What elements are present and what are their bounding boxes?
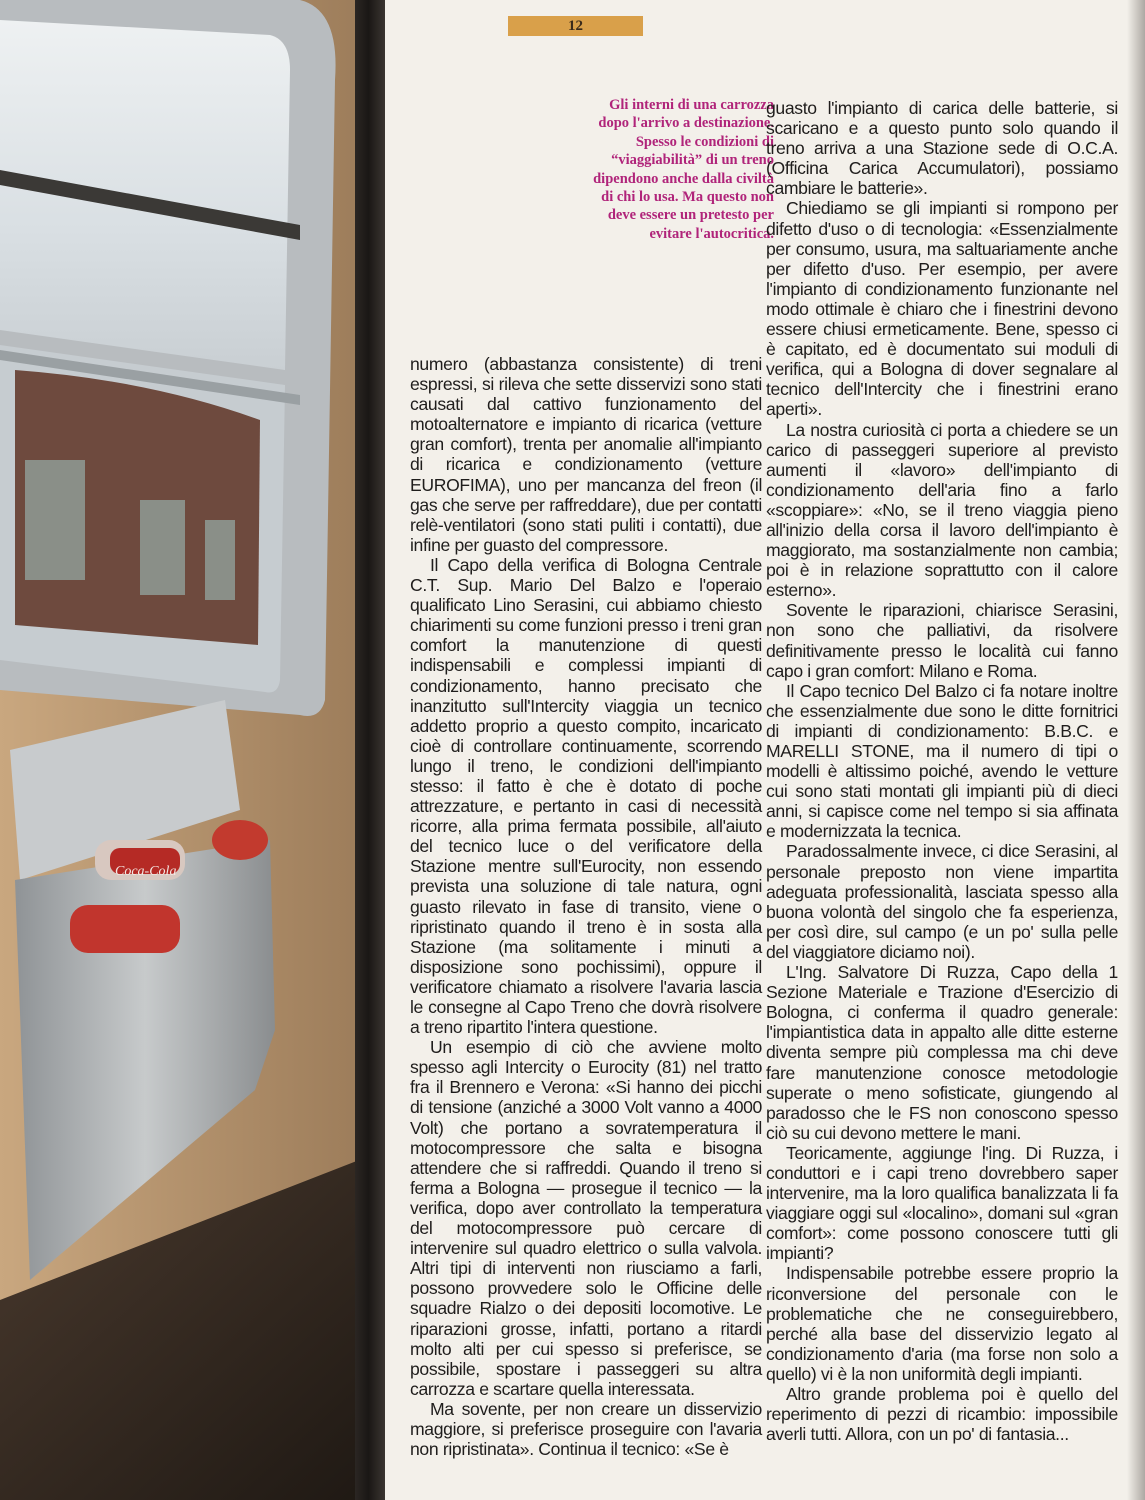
paragraph: Paradossalmente invece, ci dice Serasini, al personale preposto non viene impartita adeguata professionalità, lasciata spesso alla buona volontà del singolo che fa esperienza, per così dire, sul campo (e un po' sulla pelle del viaggiatore diciamo noi). [766,841,1118,962]
paragraph: Il Capo della verifica di Bologna Centrale C.T. Sup. Mario Del Balzo e l'operaio qualificato Lino Serasini, cui abbiamo chiesto chiarimenti su come funzioni presso i treni gran comfort la manutenzione di questi indispensabili e complessi impianti di condizionamento, hanno precisato che inanzitutto sull'Intercity viaggia un tecnico addetto proprio a questo compito, incaricato cioè di controllare continuamente, scorrendo lungo il treno, le condizioni dell'impianto stesso: il fatto è che è dotato di poche attrezzature, e pertanto in casi di necessità ricorre, alla prima fermata possibile, all'aiuto del tecnico luce o del verificatore della Stazione mentre sull'Eurocity, non essendo prevista una soluzione di tale natura, ogni guasto rilevato in fase di transito, viene o ripristinato quando il treno è in sosta alla Stazione (ma solitamente i minuti a disposizione sono pochissimi), oppure il verificatore chiamato a risolvere l'avaria lascia le consegne al Capo Treno che dovrà risolvere a treno ripartito l'intera questione. [410,554,762,1038]
paragraph: Un esempio di ciò che avviene molto spesso agli Intercity o Eurocity (81) nel tratto fra il Brennero e Verona: «Si hanno dei picchi di tensione (anziché a 3000 Volt vanno a 4000 Volt) che portano a sovratemperatura il motocompressore che salta e bisogna attendere che si raffreddi. Quando il treno si ferma a Bologna — prosegue il tecnico — la verifica, dopo aver controllato la temperatura del motocompressore può cercare di intervenire sul quadro elettrico o sulla valvola. Altri tipi di interventi non riusciamo a farli, possono provvedere solo le Officine delle squadre Rialzo o dei depositi locomotive. Le riparazioni grosse, infatti, portano a ritardi molto alti per cui spesso si preferisce, se possibile, spostare i passeggeri su altra carrozza e scartare quella interessata. [410,1037,762,1399]
paragraph: guasto l'impianto di carica delle batterie, si scaricano e a questo punto solo quando il treno arriva a una Stazione sede di O.C.A. (Officina Carica Accumulatori), possiamo cambiare le batterie». [766,98,1118,199]
article-column-right [766,98,1118,1444]
paragraph: Il Capo tecnico Del Balzo ci fa notare inoltre che essenzialmente due sono le ditte fornitrici di impianti di condizionamento: B.B.C. e MARELLI STONE, ma il numero di tipi o modelli è altissimo poiché, avendo le vetture cui sono stati montati gli impianti più di dieci anni, si capisce come nel tempo si sia affinata e modernizzata la tecnica. [766,680,1118,842]
page-number: 12 [508,16,643,36]
paragraph: La nostra curiosità ci porta a chiedere se un carico di passeggeri superiore al previsto aumenti il «lavoro» dell'impianto di condizionamento dell'aria fino a farlo «scoppiare»: «No, se il treno viaggia pieno all'inizio della corsa il lavoro dell'impianto è maggiorato, ma sostanzialmente non cambia; poi è in relazione soprattutto con il calore esterno». [766,419,1118,601]
paragraph: Altro grande problema poi è quello del reperimento di pezzi di ricambio: impossibile averli tutti. Allora, con un po' di fantasia... [766,1384,1118,1445]
paragraph: Sovente le riparazioni, chiarisce Serasini, non sono che palliativi, da risolvere definitivamente presso le località cui fanno capo i gran comfort: Milano e Roma. [766,600,1118,681]
paragraph: Teoricamente, aggiunge l'ing. Di Ruzza, i conduttori e i capi treno dovrebbero saper intervenire, ma la loro qualifica banalizzata li fa viaggiare oggi sul «localino», domani sul «gran comfort»: come possono conoscere tutti gli impianti? [766,1142,1118,1264]
paragraph: Indispensabile potrebbe essere proprio la riconversione del personale con le problematiche che ne conseguirebbero, perché alla base del disservizio legato al condizionamento d'aria (ma forse non solo a quello) vi è la non uniformità degli impianti. [766,1263,1118,1384]
paragraph: L'Ing. Salvatore Di Ruzza, Capo della 1 Sezione Materiale e Trazione d'Esercizio di Bologna, ci conferma il quadro generale: l'impiantistica data in appalto alle ditte esterne diventa sempre più complessa ma chi deve fare manutenzione conosce metodologie superate o meno sofisticate, giungendo al paradosso che le FS non conoscono spesso ciò su cui devono mettere le mani. [766,962,1118,1143]
page-gutter [355,0,385,1500]
paragraph: Chiediamo se gli impianti si rompono per difetto d'uso o di tecnologia: «Essenzialmente per consumo, usura, ma saltuariamente anche per difetto d'uso. Per esempio, per avere l'impianto di condizionamento funzionante nel modo ottimale è chiaro che i finestrini devono essere chiusi ermeticamente. Bene, spesso ci è capitato, ed è documentato sui moduli di verifica, qui a Bologna di dover segnalare al tecnico dell'Intercity che i finestrini erano aperti». [766,198,1118,420]
train-interior-photo [0,0,385,1500]
article-column-left [410,354,762,1459]
paragraph: numero (abbastanza consistente) di treni espressi, si rileva che sette disservizi sono stati causati dal cattivo funzionamento del motoalternatore e impianto di ricarica (vetture gran comfort), trenta per anomalie all'impianto di ricarica e condizionamento (vetture EUROFIMA), uno per mancanza del freon (il gas che serve per raffreddare), due per contatti relè-ventilatori (sono stati puliti i contatti), due infine per guasto del compressore. [410,354,762,555]
photo-caption: Gli interni di una carrozza dopo l'arrivo a destinazione. Spesso le condizioni di “viaggiabilità” di un treno dipendono anche dalla civiltà di chi lo usa. Ma questo non deve essere un pretesto per evitare l'autocritica. [593,97,774,242]
page-edge-shadow [1127,0,1145,1500]
paragraph: Ma sovente, per non creare un disservizio maggiore, si preferisce proseguire con l'avaria non ripristinata». Continua il tecnico: «Se è [410,1398,762,1460]
can-label: Coca-Cola [115,864,177,879]
